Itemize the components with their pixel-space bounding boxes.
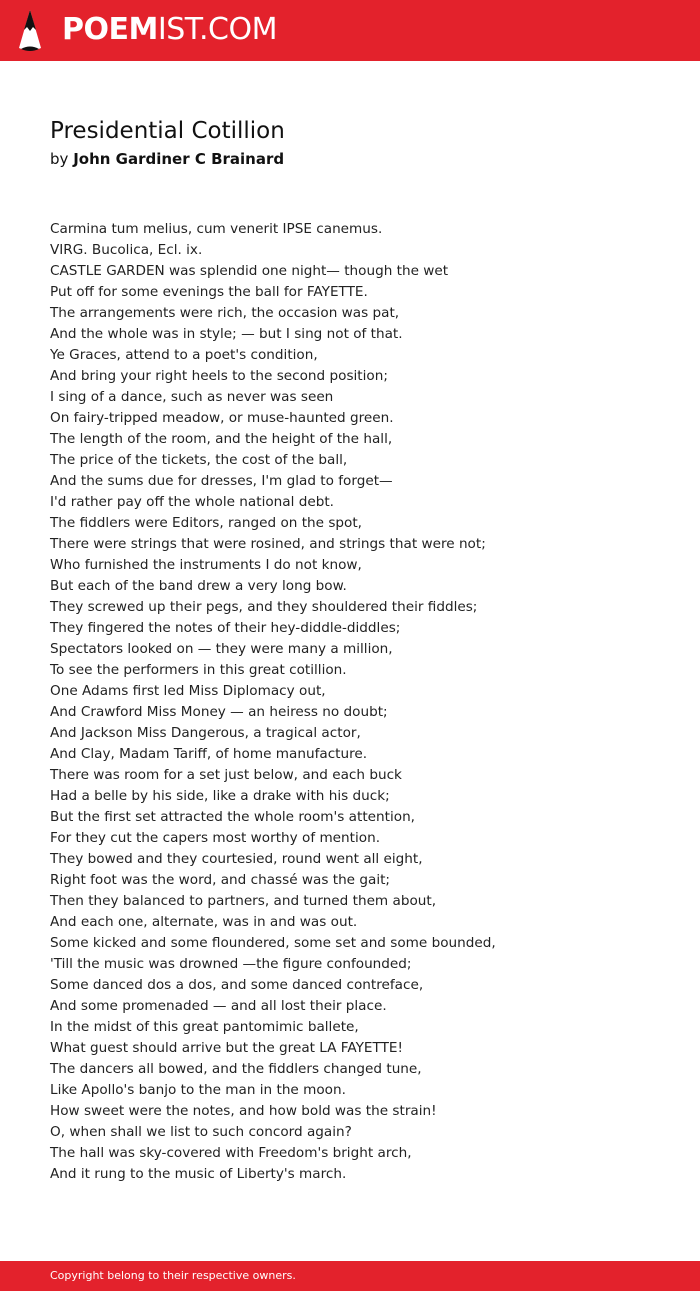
poem-line: And Clay, Madam Tariff, of home manufacture.	[50, 746, 368, 762]
poem-line: There were strings that were rosined, and strings that were not;	[50, 536, 486, 552]
poem-line: And the whole was in style; — but I sing not of that.	[50, 326, 403, 342]
poem-line: Like Apollo's banjo to the man in the moon.	[50, 1082, 346, 1098]
poem-line: 'Till the music was drowned —the figure confounded;	[50, 956, 412, 972]
poem-line: One Adams first led Miss Diplomacy out,	[50, 683, 326, 699]
poem-line: And some promenaded — and all lost their place.	[50, 998, 387, 1014]
byline	[50, 148, 284, 170]
poem-line: And it rung to the music of Liberty's march.	[50, 1166, 347, 1182]
poem-line: On fairy-tripped meadow, or muse-haunted green.	[50, 410, 394, 426]
poem-line: Carmina tum melius, cum venerit IPSE canemus.	[50, 221, 383, 237]
poem-line: CASTLE GARDEN was splendid one night— though the wet	[50, 263, 449, 279]
poem-line: I sing of a dance, such as never was seen	[50, 389, 334, 405]
brand-bold-text: POEM	[62, 12, 158, 47]
poem-line: But each of the band drew a very long bow.	[50, 578, 347, 594]
poem-line: They bowed and they courtesied, round went all eight,	[50, 851, 423, 867]
poem-line: They fingered the notes of their hey-diddle-diddles;	[50, 620, 401, 636]
poem-line: There was room for a set just below, and each buck	[50, 767, 402, 783]
poem-line: The price of the tickets, the cost of the ball,	[50, 452, 348, 468]
poem-line: Who furnished the instruments I do not know,	[50, 557, 362, 573]
poem-line: The arrangements were rich, the occasion was pat,	[50, 305, 400, 321]
by-label: by	[50, 150, 69, 168]
poem-line: And bring your right heels to the second position;	[50, 368, 388, 384]
poem-line: How sweet were the notes, and how bold was the strain!	[50, 1103, 437, 1119]
poem-line: VIRG. Bucolica, Ecl. ix.	[50, 242, 203, 258]
poem-line: Some kicked and some floundered, some set and some bounded,	[50, 935, 496, 951]
poem-line: Then they balanced to partners, and turned them about,	[50, 893, 437, 909]
brand-light-text: IST.COM	[157, 12, 277, 47]
poem-line: To see the performers in this great cotillion.	[50, 662, 347, 678]
poem-line: But the first set attracted the whole room's attention,	[50, 809, 416, 825]
poem-line: Ye Graces, attend to a poet's condition,	[50, 347, 318, 363]
poem-line: The dancers all bowed, and the fiddlers changed tune,	[50, 1061, 422, 1077]
poem-line: They screwed up their pegs, and they shouldered their fiddles;	[50, 599, 478, 615]
poem-body	[50, 219, 670, 1185]
poem-line: Had a belle by his side, like a drake with his duck;	[50, 788, 390, 804]
poem-line: And Crawford Miss Money — an heiress no doubt;	[50, 704, 388, 720]
copyright-text: Copyright belong to their respective owners.	[50, 1269, 296, 1282]
author-name: John Gardiner C Brainard	[73, 150, 285, 168]
poem-line: Spectators looked on — they were many a million,	[50, 641, 393, 657]
poem-line: What guest should arrive but the great LA FAYETTE!	[50, 1040, 403, 1056]
poem-title: Presidential Cotillion	[50, 118, 285, 144]
site-footer	[0, 1261, 700, 1291]
poem-line: And the sums due for dresses, I'm glad to forget—	[50, 473, 393, 489]
pencil-mountain-icon[interactable]	[18, 9, 42, 51]
poem-line: For they cut the capers most worthy of mention.	[50, 830, 381, 846]
poem-line: Put off for some evenings the ball for FAYETTE.	[50, 284, 368, 300]
site-header	[0, 0, 700, 61]
poem-line: Some danced dos a dos, and some danced contreface,	[50, 977, 424, 993]
poem-line: Right foot was the word, and chassé was the gait;	[50, 872, 391, 888]
poem-line: O, when shall we list to such concord again?	[50, 1124, 352, 1140]
poem-line: The length of the room, and the height of the hall,	[50, 431, 393, 447]
poem-line: I'd rather pay off the whole national debt.	[50, 494, 334, 510]
poem-line: And each one, alternate, was in and was out.	[50, 914, 358, 930]
poem-line: In the midst of this great pantomimic ballete,	[50, 1019, 359, 1035]
poem-line: And Jackson Miss Dangerous, a tragical actor,	[50, 725, 361, 741]
poem-line: The hall was sky-covered with Freedom's bright arch,	[50, 1145, 412, 1161]
poem-line: The fiddlers were Editors, ranged on the spot,	[50, 515, 363, 531]
site-logo-link[interactable]	[62, 12, 277, 48]
